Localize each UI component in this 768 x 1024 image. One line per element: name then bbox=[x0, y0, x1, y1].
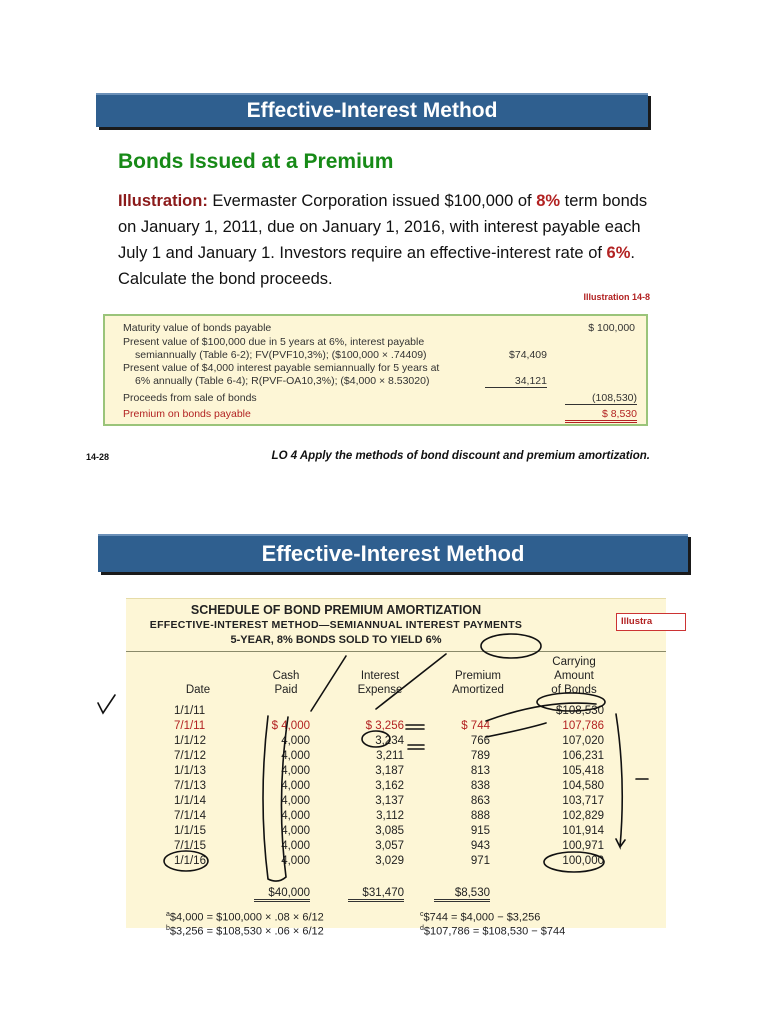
calc-val-premium: $ 8,530 bbox=[565, 408, 637, 423]
footnote-b: $^b$\$3,256 = $108,530 × .06 × 6/12 bbox=[166, 925, 324, 938]
text-part-b: term bonds on January 1, 2011, due on January 1, 2016, with interest payable each July 1 and January 1. Investors require an effective-interest rate of bbox=[118, 192, 648, 262]
col-header-date: Date bbox=[185, 684, 211, 696]
calc-val-proceeds: (108,530) bbox=[565, 392, 637, 405]
interest-cell: 3,085 bbox=[375, 825, 404, 837]
footnote-c: $^c$\$744 = $4,000 − $3,256 bbox=[420, 911, 541, 924]
slide-2-title-bar bbox=[98, 534, 688, 572]
slide-1-title-bar bbox=[96, 93, 648, 127]
date-cell: 7/1/13 bbox=[174, 780, 206, 792]
illustration-ref: Illustration 14-8 bbox=[583, 292, 650, 302]
date-cell: 7/1/11 bbox=[174, 720, 206, 732]
carrying-cell: 103,717 bbox=[562, 795, 604, 807]
premium-cell: 789 bbox=[470, 750, 490, 762]
interest-cell: 3,187 bbox=[375, 765, 404, 777]
carrying-cell: 102,829 bbox=[562, 810, 604, 822]
calc-row-premium: Premium on bonds payable bbox=[123, 408, 251, 420]
carrying-circle-annotation bbox=[537, 693, 605, 711]
equals-annotation-2 bbox=[408, 745, 424, 749]
text-part-c: . Calculate the bond proceeds. bbox=[118, 244, 635, 288]
interest-cell: 3,234 bbox=[375, 735, 404, 747]
col-header-carrying: Carrying Amount of Bonds bbox=[551, 656, 597, 696]
interest-cell: 3,029 bbox=[375, 855, 404, 867]
slide-number: 14-28 bbox=[86, 452, 110, 462]
calc-row-pv-principal-b: semiannually (Table 6-2); FV(PVF10,3%); ($100,000 × .74409) bbox=[135, 349, 427, 361]
calc-row-pv-interest-b: 6% annually (Table 6-4); R(PVF-OA10,3%); ($4,000 × 8.53020) bbox=[135, 375, 430, 387]
carrying-cell: 107,786 bbox=[562, 720, 604, 732]
learning-objective: LO 4 Apply the methods of bond discount and premium amortization. bbox=[271, 450, 650, 462]
calculation-box bbox=[103, 314, 648, 426]
total-premium: $8,530 bbox=[434, 887, 490, 902]
interest-cell: $ 3,256 bbox=[365, 720, 404, 732]
carrying-cell: 104,580 bbox=[562, 780, 604, 792]
total-cash: $40,000 bbox=[254, 887, 310, 902]
carrying-cell: 100,000 bbox=[562, 855, 604, 867]
carrying-cell: $108,530 bbox=[556, 705, 604, 717]
final-carrying-circle bbox=[544, 852, 604, 872]
interest-circle-annotation bbox=[362, 731, 390, 747]
premium-cell: 838 bbox=[470, 780, 490, 792]
illustration-text bbox=[118, 188, 658, 292]
premium-cell: 766 bbox=[470, 735, 490, 747]
calc-val-pv-interest: 34,121 bbox=[485, 375, 547, 388]
premium-cell: 813 bbox=[470, 765, 490, 777]
cash-cell: 4,000 bbox=[281, 810, 310, 822]
premium-cell: 915 bbox=[470, 825, 490, 837]
handwritten-annotations bbox=[126, 599, 666, 929]
calc-val-maturity: $ 100,000 bbox=[588, 322, 635, 334]
carrying-cell: 100,971 bbox=[562, 840, 604, 852]
slide-1-heading: Bonds Issued at a Premium bbox=[118, 150, 394, 173]
down-arrow-annotation bbox=[616, 714, 625, 847]
premium-cell: 971 bbox=[470, 855, 490, 867]
date-cell: 7/1/14 bbox=[174, 810, 206, 822]
calc-row-pv-principal-a: Present value of $100,000 due in 5 years at 6%, interest payable bbox=[123, 336, 425, 348]
slide-2 bbox=[66, 512, 662, 938]
cash-cell: 4,000 bbox=[281, 765, 310, 777]
carrying-cell: 107,020 bbox=[562, 735, 604, 747]
date-cell: 1/1/11 bbox=[174, 705, 206, 717]
equals-annotation-1 bbox=[406, 725, 424, 729]
cash-cell: 4,000 bbox=[281, 840, 310, 852]
schedule-header-3: 5-YEAR, 8% BONDS SOLD TO YIELD 6% bbox=[230, 634, 442, 646]
cash-cell: 4,000 bbox=[281, 735, 310, 747]
carrying-cell: 106,231 bbox=[562, 750, 604, 762]
date-cell: 1/1/15 bbox=[174, 825, 206, 837]
cash-cell: 4,000 bbox=[281, 795, 310, 807]
carrying-cell: 101,914 bbox=[562, 825, 604, 837]
cash-cell: 4,000 bbox=[281, 825, 310, 837]
col-header-premium: Premium Amortized bbox=[452, 670, 504, 696]
arrow-annotation-3 bbox=[486, 703, 596, 721]
date-cell: 1/1/12 bbox=[174, 735, 206, 747]
calc-row-maturity: Maturity value of bonds payable bbox=[123, 322, 272, 334]
calc-val-pv-principal: $74,409 bbox=[509, 349, 547, 361]
arrow-annotation-1 bbox=[311, 656, 346, 711]
slide-2-title: Effective-Interest Method bbox=[261, 541, 525, 566]
premium-cell: 943 bbox=[470, 840, 490, 852]
date-circle-annotation bbox=[164, 851, 208, 871]
col-header-cash: Cash Paid bbox=[272, 670, 300, 696]
interest-cell: 3,137 bbox=[375, 795, 404, 807]
date-cell: 1/1/16 bbox=[174, 855, 206, 867]
cash-cell: 4,000 bbox=[281, 780, 310, 792]
footnote-a: $^a$\$4,000 = $100,000 × .08 × 6/12 bbox=[166, 911, 324, 924]
calc-row-proceeds: Proceeds from sale of bonds bbox=[123, 392, 257, 404]
col-header-interest: Interest Expense bbox=[357, 670, 403, 696]
coupon-rate: 8% bbox=[536, 192, 561, 210]
premium-cell: 863 bbox=[470, 795, 490, 807]
footnote-d: $^d$\$107,786 = $108,530 − $744 bbox=[420, 925, 566, 938]
cash-cell: 4,000 bbox=[281, 750, 310, 762]
slide-1-title: Effective-Interest Method bbox=[246, 99, 498, 122]
date-cell: 7/1/15 bbox=[174, 840, 206, 852]
cash-column-circle bbox=[263, 716, 288, 881]
calc-row-pv-interest-a: Present value of $4,000 interest payable semiannually for 5 years at bbox=[123, 362, 440, 374]
interest-cell: 3,112 bbox=[376, 810, 404, 822]
premium-cell: $ 744 bbox=[461, 720, 490, 732]
arrow-annotation-2 bbox=[376, 654, 446, 709]
illustration-tag: Illustra bbox=[616, 613, 686, 631]
interest-cell: 3,162 bbox=[375, 780, 404, 792]
premium-cell: 888 bbox=[470, 810, 490, 822]
schedule-header-2: EFFECTIVE-INTEREST METHOD—SEMIANNUAL INTEREST PAYMENTS bbox=[149, 619, 523, 631]
cash-cell: $ 4,000 bbox=[271, 720, 310, 732]
arrow-annotation-4 bbox=[486, 723, 546, 737]
yield-circle-annotation bbox=[481, 634, 541, 658]
cash-cell: 4,000 bbox=[281, 855, 310, 867]
interest-cell: 3,057 bbox=[375, 840, 404, 852]
date-cell: 1/1/14 bbox=[174, 795, 206, 807]
date-cell: 7/1/12 bbox=[174, 750, 206, 762]
checkmark-annotation bbox=[98, 695, 115, 713]
total-interest: $31,470 bbox=[348, 887, 404, 902]
effective-rate: 6% bbox=[606, 244, 631, 262]
schedule-header-1: SCHEDULE OF BOND PREMIUM AMORTIZATION bbox=[190, 603, 482, 617]
carrying-cell: 105,418 bbox=[562, 765, 604, 777]
illustration-label: Illustration: bbox=[118, 192, 208, 210]
date-cell: 1/1/13 bbox=[174, 765, 206, 777]
text-part-a: Evermaster Corporation issued $100,000 of bbox=[207, 192, 537, 210]
amortization-schedule bbox=[126, 598, 666, 938]
interest-cell: 3,211 bbox=[376, 750, 404, 762]
slide-1 bbox=[66, 66, 662, 478]
